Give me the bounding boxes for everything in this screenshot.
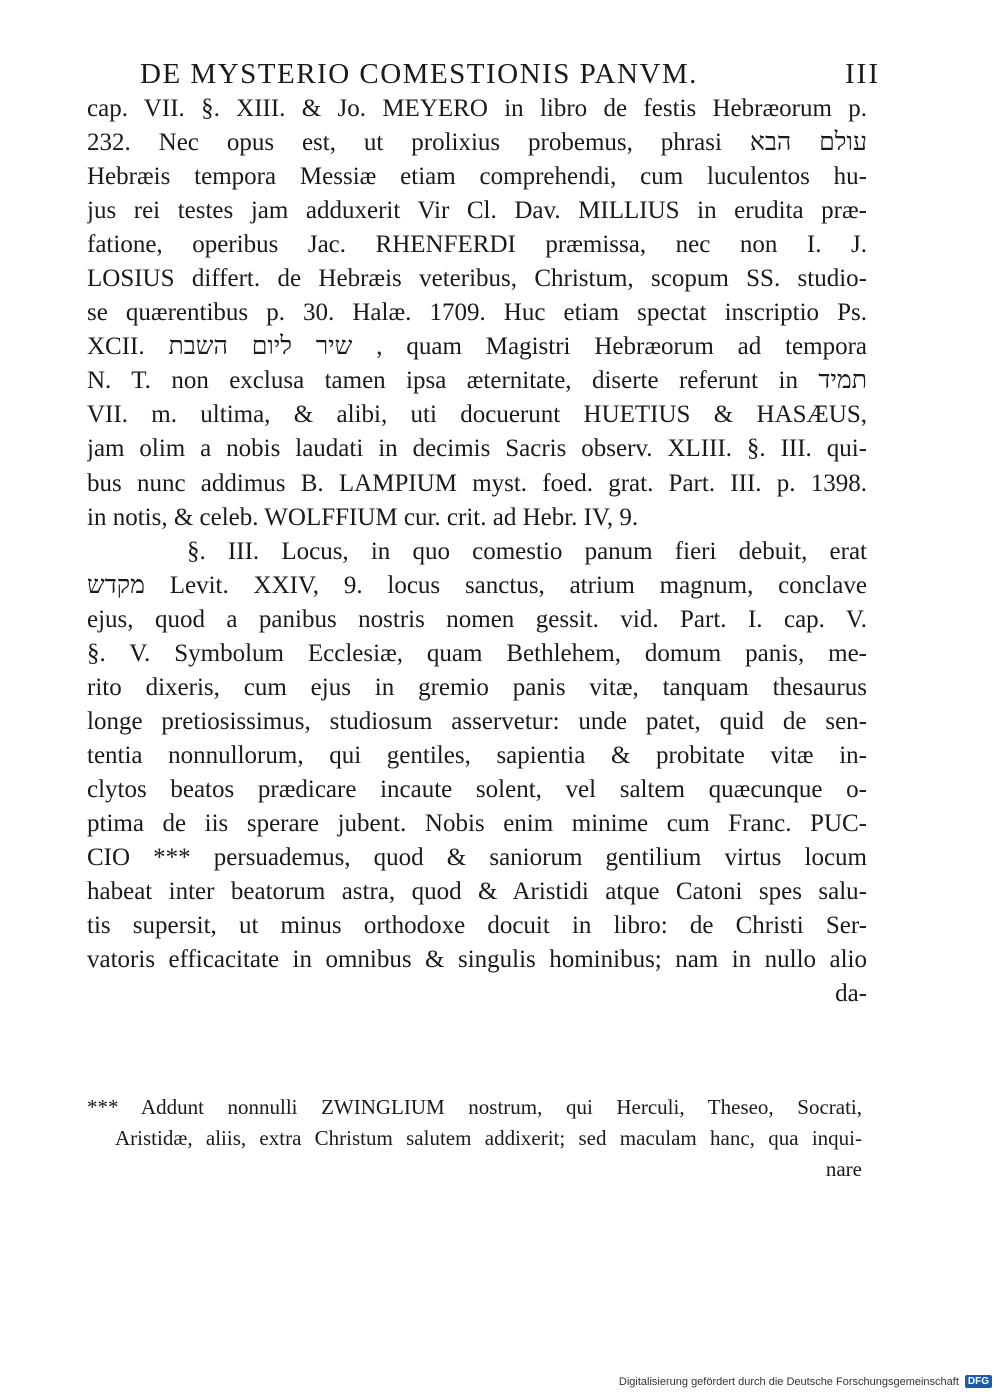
footnote-catchword: nare: [825, 1157, 862, 1181]
running-header: [140, 56, 880, 92]
text-line: ejus, quod a panibus nostris nomen gessit. vid. Part. I. cap. V.: [87, 605, 867, 633]
text-line: in notis, & celeb. WOLFFIUM cur. crit. ad Hebr. IV, 9.: [87, 503, 639, 531]
text-line: se quærentibus p. 30. Halæ. 1709. Huc etiam spectat inscriptio Ps.: [87, 299, 867, 327]
text-line: VII. m. ultima, & alibi, uti docuerunt HUETIUS & HASÆUS,: [87, 401, 867, 429]
digitization-credit: Digitalisierung gefördert durch die Deutsche Forschungsgemeinschaft: [618, 1375, 959, 1388]
text-line: 232. Nec opus est, ut prolixius probemus, phrasi עולם הבא: [87, 129, 867, 157]
text-line: jus rei testes jam adduxerit Vir Cl. Dav. MILLIUS in erudita præ-: [87, 197, 867, 225]
footnote: [87, 1092, 862, 1185]
catchword: da-: [835, 980, 867, 1008]
text-line: rito dixeris, cum ejus in gremio panis vitæ, tanquam thesaurus: [87, 673, 867, 701]
footnote-line: Aristidæ, aliis, extra Christum salutem addixerit; sed maculam hanc, qua inqui-: [115, 1126, 862, 1150]
text-line: LOSIUS differt. de Hebræis veteribus, Christum, scopum SS. studio-: [87, 265, 867, 293]
text-line: longe pretiosissimus, studiosum asservetur: unde patet, quid de sen-: [87, 707, 867, 735]
text-line: cap. VII. §. XIII. & Jo. MEYERO in libro de festis Hebræorum p.: [87, 95, 867, 122]
text-line: ptima de iis sperare jubent. Nobis enim minime cum Franc. PUC-: [87, 809, 867, 837]
text-line: habeat inter beatorum astra, quod & Aristidi atque Catoni spes salu-: [87, 878, 867, 906]
running-title: DE MYSTERIO COMESTIONIS PANVM.: [140, 58, 698, 90]
text-line: bus nunc addimus B. LAMPIUM myst. foed. grat. Part. III. p. 1398.: [87, 469, 867, 497]
text-line: §. V. Symbolum Ecclesiæ, quam Bethlehem, domum panis, me-: [87, 639, 867, 667]
text-line: CIO *** persuademus, quod & saniorum gentilium virtus locum: [87, 844, 867, 872]
text-line: XCII. שיר ליום השבת , quam Magistri Hebræorum ad tempora: [87, 333, 867, 361]
text-line: tentia nonnullorum, qui gentiles, sapientia & probitate vitæ in-: [87, 741, 867, 769]
page-number: III: [845, 58, 880, 90]
digitization-footer: [619, 1375, 992, 1388]
body-text: [87, 92, 867, 1011]
text-line: jam olim a nobis laudati in decimis Sacris observ. XLIII. §. III. qui-: [87, 435, 867, 463]
text-line: Hebræis tempora Messiæ etiam comprehendi, cum luculentos hu-: [87, 163, 867, 191]
text-line: מקדש Levit. XXIV, 9. locus sanctus, atrium magnum, conclave: [87, 571, 867, 599]
text-line: N. T. non exclusa tamen ipsa æternitate, diserte referunt in תמיד: [87, 367, 867, 395]
dfg-logo-icon: DFG: [965, 1375, 992, 1388]
text-line: clytos beatos prædicare incaute solent, vel saltem quæcunque o-: [87, 775, 867, 803]
text-line: tis supersit, ut minus orthodoxe docuit in libro: de Christi Ser-: [87, 912, 867, 940]
text-line: fatione, operibus Jac. RHENFERDI præmissa, nec non I. J.: [87, 231, 867, 259]
text-line: vatoris efficacitate in omnibus & singulis hominibus; nam in nullo alio: [87, 946, 867, 974]
paragraph-start-line: §. III. Locus, in quo comestio panum fieri debuit, erat: [187, 537, 867, 565]
footnote-line: *** Addunt nonnulli ZWINGLIUM nostrum, qui Herculi, Theseo, Socrati,: [87, 1095, 862, 1119]
